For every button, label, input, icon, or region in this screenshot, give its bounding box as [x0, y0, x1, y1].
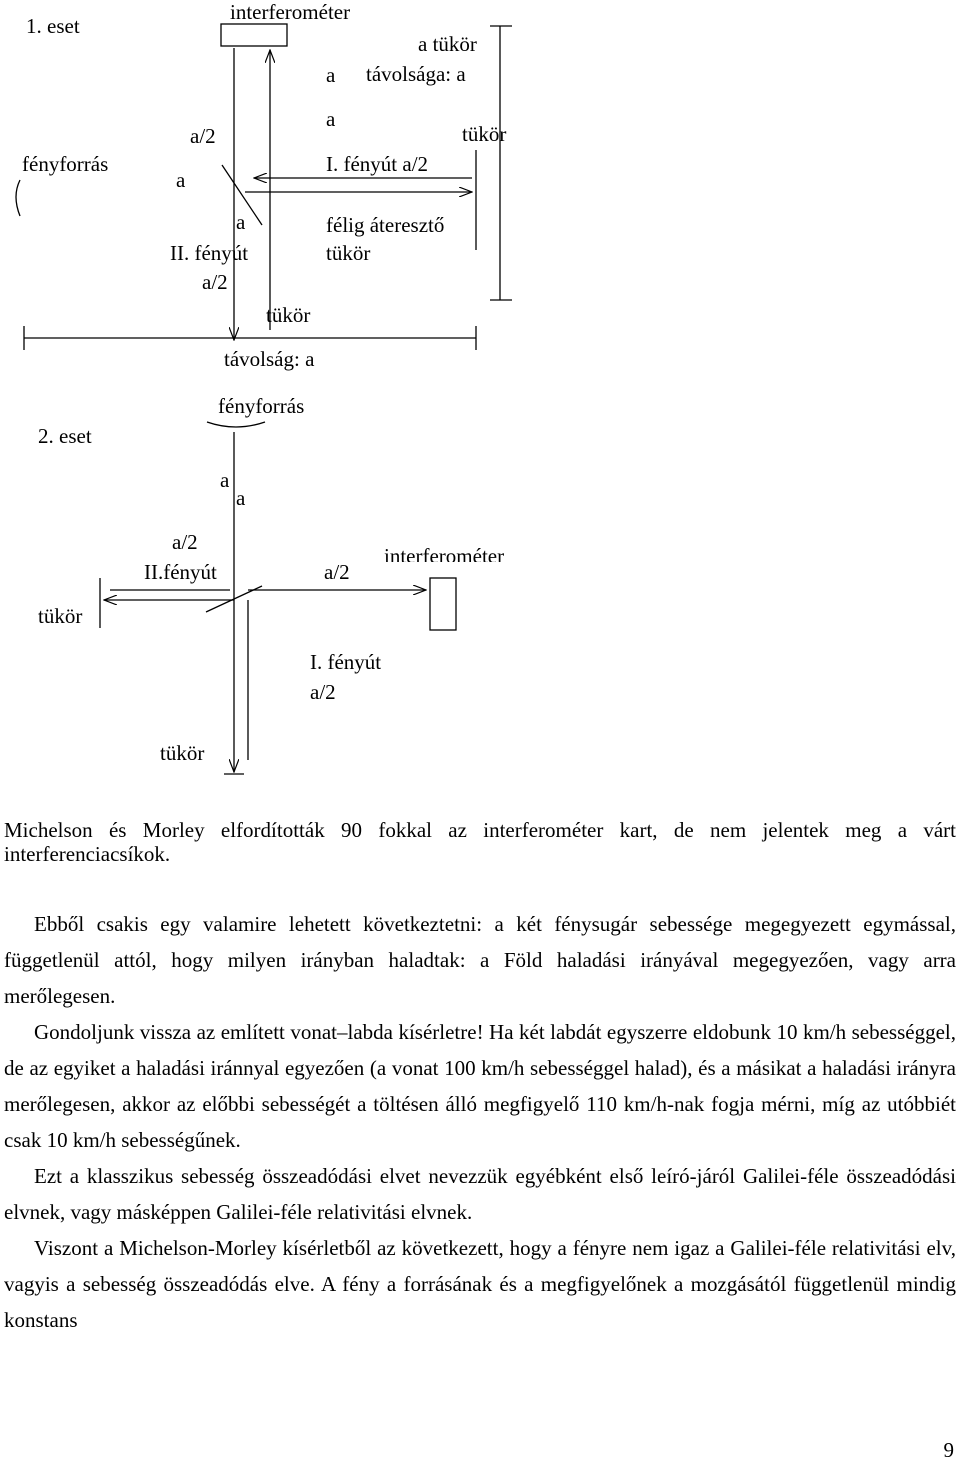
case1-semi-mirror-label-2: tükör [326, 241, 371, 265]
case2-a-2: a [236, 486, 246, 510]
case1-half-a-left: a/2 [190, 124, 216, 148]
case1-path1-label: I. fényút a/2 [326, 152, 429, 176]
case1-mirror-bottom-label: tükör [266, 303, 311, 327]
case2-interferometer-label: interferométer [384, 544, 505, 562]
case1-distance-label: távolság: a [224, 347, 315, 371]
case2-light-source-label: fényforrás [218, 394, 305, 418]
case1-light-source-label: fényforrás [22, 152, 109, 176]
case1-a-mid: a [326, 107, 336, 131]
case1-interferometer-label: interferométer [230, 0, 351, 24]
body-text [4, 906, 956, 1338]
paragraph-4: Viszont a Michelson-Morley kísérletből az következett, hogy a fényre nem igaz a Galilei-féle relativitási elv, vagyis a sebesség összeadódás elve. A fény a forrásának és a megfigyelőnek a mozgásától függetlenül mindig konstans [4, 1236, 956, 1332]
case2-half-a-mid: a/2 [324, 560, 350, 584]
case2-mirror-bottom-label: tükör [160, 741, 205, 765]
case1-interferometer-box [221, 24, 287, 46]
case1-light-source [16, 180, 20, 216]
paragraph-3: Ezt a klasszikus sebesség összeadódási elvet nevezzük egyébként első leíró-járól Galilei-féle összeadódási elvnek, vagy másképpen Galilei-féle relativitási elvnek. [4, 1164, 956, 1224]
note-paragraph: Michelson és Morley elfordították 90 fokkal az interferométer kart, de nem jelentek meg a várt interferenciacsíkok. [4, 818, 956, 866]
page-number: 9 [943, 1438, 954, 1462]
case2-light-source [207, 422, 265, 427]
case1-a-low: a [236, 210, 246, 234]
case2-half-a-left: a/2 [172, 530, 198, 554]
case1-a-left: a [176, 168, 186, 192]
case2-half-a-low: a/2 [310, 680, 336, 704]
case1-mirror-right-label: tükör [462, 122, 507, 146]
case2-path1-label: I. fényút [310, 650, 382, 674]
case2-mirror-left-label: tükör [38, 604, 83, 628]
case2-path2-label: II.fényút [144, 560, 217, 584]
case1-mirror-distance-label-1: a tükör [418, 32, 477, 56]
case2-interferometer-box [430, 578, 456, 630]
case1-mirror-distance-label-2: távolsága: a [366, 62, 466, 86]
paragraph-1: Ebből csakis egy valamire lehetett következtetni: a két fénysugár sebessége megegyezett egymással, függetlenül attól, hogy milyen irányban haladtak: a Föld haladási irányával megegyezően, vagy arra merőlegesen. [4, 912, 956, 1008]
case2-a-1: a [220, 468, 230, 492]
case1-half-a-bottom: a/2 [202, 270, 228, 294]
case1-path2-label: II. fényút [170, 241, 249, 265]
case1-semi-mirror-label-1: félig áteresztő [326, 213, 445, 237]
case1-a-top: a [326, 63, 336, 87]
case1-title: 1. eset [26, 14, 80, 38]
case2-title: 2. eset [38, 424, 92, 448]
paragraph-2: Gondoljunk vissza az említett vonat–labda kísérletre! Ha két labdát egyszerre eldobunk 10 km/h sebességgel, de az egyiket a haladási iránnyal egyezően (a vonat 100 km/h sebességgel halad), és a másikat a haladási irányra merőlegesen, akkor az előbbi sebességét a töltésen álló megfigyelő 110 km/h-nak fogja mérni, míg az utóbbiét csak 10 km/h sebességűnek. [4, 1020, 956, 1152]
